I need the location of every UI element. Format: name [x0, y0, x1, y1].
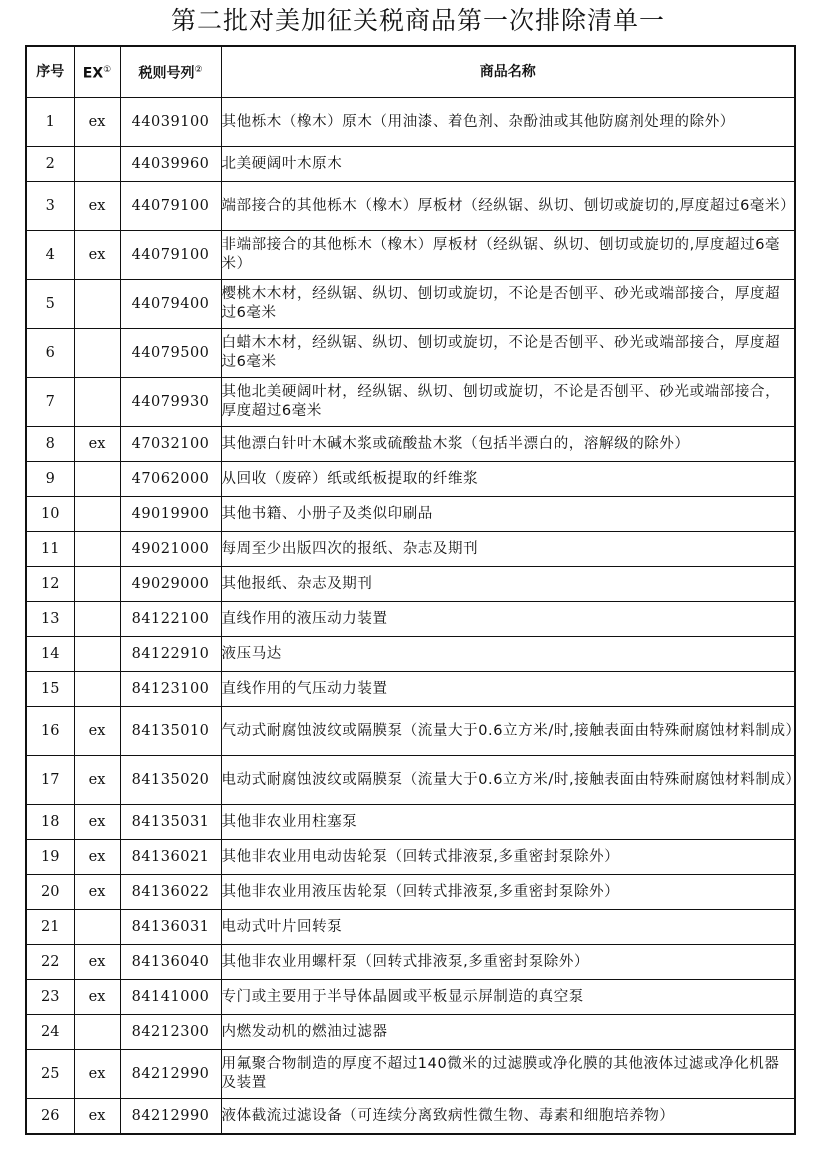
row-product-name: 白蜡木木材，经纵锯、纵切、刨切或旋切，不论是否刨平、砂光或端部接合，厚度超过6毫米 — [221, 329, 795, 378]
row-tariff-code: 49029000 — [120, 567, 221, 602]
row-ex-flag — [74, 280, 120, 329]
table-row — [26, 805, 795, 840]
row-tariff-code: 44079930 — [120, 378, 221, 427]
row-ex-flag — [74, 672, 120, 707]
row-index: 26 — [26, 1099, 74, 1135]
table-row — [26, 1099, 795, 1135]
table-row — [26, 672, 795, 707]
row-ex-flag: ex — [74, 182, 120, 231]
header-tariff-code: 税则号列② — [120, 46, 221, 98]
row-tariff-code: 49021000 — [120, 532, 221, 567]
row-product-name: 樱桃木木材，经纵锯、纵切、刨切或旋切，不论是否刨平、砂光或端部接合，厚度超过6毫米 — [221, 280, 795, 329]
row-ex-flag: ex — [74, 945, 120, 980]
row-index: 14 — [26, 637, 74, 672]
row-ex-flag: ex — [74, 231, 120, 280]
row-ex-flag — [74, 567, 120, 602]
table-row — [26, 231, 795, 280]
row-tariff-code: 84135031 — [120, 805, 221, 840]
row-product-name: 其他报纸、杂志及期刊 — [221, 567, 795, 602]
row-ex-flag — [74, 602, 120, 637]
row-tariff-code: 84135010 — [120, 707, 221, 756]
row-index: 3 — [26, 182, 74, 231]
row-product-name: 从回收（废碎）纸或纸板提取的纤维浆 — [221, 462, 795, 497]
row-product-name: 其他栎木（橡木）原木（用油漆、着色剂、杂酚油或其他防腐剂处理的除外） — [221, 98, 795, 147]
row-tariff-code: 84122910 — [120, 637, 221, 672]
table-body — [26, 98, 801, 1135]
row-tariff-code: 84122100 — [120, 602, 221, 637]
row-tariff-code: 84136021 — [120, 840, 221, 875]
row-index: 22 — [26, 945, 74, 980]
row-ex-flag: ex — [74, 805, 120, 840]
row-product-name: 内燃发动机的燃油过滤器 — [221, 1015, 795, 1050]
table-header-row — [26, 46, 795, 98]
row-ex-flag: ex — [74, 427, 120, 462]
row-ex-flag: ex — [74, 756, 120, 805]
row-ex-flag — [74, 329, 120, 378]
row-index: 13 — [26, 602, 74, 637]
row-ex-flag: ex — [74, 98, 120, 147]
row-index: 5 — [26, 280, 74, 329]
row-index: 2 — [26, 147, 74, 182]
row-tariff-code: 84212300 — [120, 1015, 221, 1050]
row-index: 4 — [26, 231, 74, 280]
row-index: 15 — [26, 672, 74, 707]
row-tariff-code: 47062000 — [120, 462, 221, 497]
row-tariff-code: 44079100 — [120, 182, 221, 231]
row-index: 24 — [26, 1015, 74, 1050]
row-product-name: 北美硬阔叶木原木 — [221, 147, 795, 182]
row-product-name: 其他非农业用液压齿轮泵（回转式排液泵,多重密封泵除外） — [221, 875, 795, 910]
row-index: 8 — [26, 427, 74, 462]
header-ex: EX① — [74, 46, 120, 98]
table-row — [26, 462, 795, 497]
row-ex-flag: ex — [74, 1050, 120, 1099]
table-row — [26, 1050, 795, 1099]
table-row — [26, 707, 795, 756]
row-index: 6 — [26, 329, 74, 378]
row-product-name: 液体截流过滤设备（可连续分离致病性微生物、毒素和细胞培养物） — [221, 1099, 795, 1135]
row-tariff-code: 84212990 — [120, 1050, 221, 1099]
row-index: 9 — [26, 462, 74, 497]
row-tariff-code: 84136031 — [120, 910, 221, 945]
row-product-name: 直线作用的液压动力装置 — [221, 602, 795, 637]
table-row — [26, 280, 795, 329]
row-index: 23 — [26, 980, 74, 1015]
row-index: 10 — [26, 497, 74, 532]
row-ex-flag: ex — [74, 840, 120, 875]
table-row — [26, 756, 795, 805]
row-tariff-code: 44079400 — [120, 280, 221, 329]
row-ex-flag — [74, 378, 120, 427]
row-tariff-code: 84123100 — [120, 672, 221, 707]
row-product-name: 其他漂白针叶木碱木浆或硫酸盐木浆（包括半漂白的，溶解级的除外） — [221, 427, 795, 462]
row-product-name: 其他北美硬阔叶材，经纵锯、纵切、刨切或旋切，不论是否刨平、砂光或端部接合，厚度超过6毫米 — [221, 378, 795, 427]
table-row — [26, 427, 795, 462]
row-product-name: 液压马达 — [221, 637, 795, 672]
table-row — [26, 980, 795, 1015]
row-ex-flag — [74, 147, 120, 182]
row-tariff-code: 49019900 — [120, 497, 221, 532]
document-title: 第二批对美加征关税商品第一次排除清单一 — [170, 6, 665, 35]
row-product-name: 其他非农业用电动齿轮泵（回转式排液泵,多重密封泵除外） — [221, 840, 795, 875]
row-ex-flag — [74, 532, 120, 567]
row-product-name: 气动式耐腐蚀波纹或隔膜泵（流量大于0.6立方米/时,接触表面由特殊耐腐蚀材料制成） — [221, 707, 795, 756]
row-ex-flag: ex — [74, 875, 120, 910]
table-row — [26, 329, 795, 378]
table-row — [26, 532, 795, 567]
row-tariff-code: 44079500 — [120, 329, 221, 378]
row-index: 19 — [26, 840, 74, 875]
header-product-name: 商品名称 — [221, 46, 795, 98]
table-row — [26, 567, 795, 602]
row-index: 21 — [26, 910, 74, 945]
row-product-name: 非端部接合的其他栎木（橡木）厚板材（经纵锯、纵切、刨切或旋切的,厚度超过6毫米） — [221, 231, 795, 280]
table-row — [26, 182, 795, 231]
header-ex-footnote: ① — [103, 64, 112, 75]
row-tariff-code: 44079100 — [120, 231, 221, 280]
row-ex-flag: ex — [74, 1099, 120, 1135]
row-index: 16 — [26, 707, 74, 756]
table-row — [26, 910, 795, 945]
row-tariff-code: 84136022 — [120, 875, 221, 910]
row-product-name: 端部接合的其他栎木（橡木）厚板材（经纵锯、纵切、刨切或旋切的,厚度超过6毫米） — [221, 182, 795, 231]
table-row — [26, 637, 795, 672]
row-tariff-code: 84136040 — [120, 945, 221, 980]
row-product-name: 每周至少出版四次的报纸、杂志及期刊 — [221, 532, 795, 567]
row-ex-flag — [74, 497, 120, 532]
row-product-name: 电动式叶片回转泵 — [221, 910, 795, 945]
header-code-footnote: ② — [194, 64, 203, 75]
row-tariff-code: 44039960 — [120, 147, 221, 182]
row-product-name: 其他书籍、小册子及类似印刷品 — [221, 497, 795, 532]
row-product-name: 电动式耐腐蚀波纹或隔膜泵（流量大于0.6立方米/时,接触表面由特殊耐腐蚀材料制成） — [221, 756, 795, 805]
row-ex-flag — [74, 1015, 120, 1050]
table-row — [26, 497, 795, 532]
table-row — [26, 945, 795, 980]
table-row — [26, 1015, 795, 1050]
row-ex-flag: ex — [74, 980, 120, 1015]
row-index: 17 — [26, 756, 74, 805]
row-ex-flag — [74, 910, 120, 945]
row-product-name: 直线作用的气压动力装置 — [221, 672, 795, 707]
table-row — [26, 840, 795, 875]
row-product-name: 其他非农业用螺杆泵（回转式排液泵,多重密封泵除外） — [221, 945, 795, 980]
header-index: 序号 — [26, 46, 74, 98]
table-row — [26, 98, 795, 147]
row-ex-flag: ex — [74, 707, 120, 756]
row-index: 25 — [26, 1050, 74, 1099]
row-index: 1 — [26, 98, 74, 147]
row-tariff-code: 44039100 — [120, 98, 221, 147]
row-tariff-code: 84212990 — [120, 1099, 221, 1135]
row-index: 7 — [26, 378, 74, 427]
row-tariff-code: 84135020 — [120, 756, 221, 805]
row-tariff-code: 47032100 — [120, 427, 221, 462]
row-index: 18 — [26, 805, 74, 840]
row-index: 12 — [26, 567, 74, 602]
exclusion-list-table — [25, 45, 801, 1135]
row-product-name: 用氟聚合物制造的厚度不超过140微米的过滤膜或净化膜的其他液体过滤或净化机器及装置 — [221, 1050, 795, 1099]
table-row — [26, 147, 795, 182]
row-product-name: 专门或主要用于半导体晶圆或平板显示屏制造的真空泵 — [221, 980, 795, 1015]
row-product-name: 其他非农业用柱塞泵 — [221, 805, 795, 840]
table-row — [26, 875, 795, 910]
table-row — [26, 602, 795, 637]
row-index: 20 — [26, 875, 74, 910]
row-ex-flag — [74, 637, 120, 672]
row-index: 11 — [26, 532, 74, 567]
row-tariff-code: 84141000 — [120, 980, 221, 1015]
row-ex-flag — [74, 462, 120, 497]
table-row — [26, 378, 795, 427]
